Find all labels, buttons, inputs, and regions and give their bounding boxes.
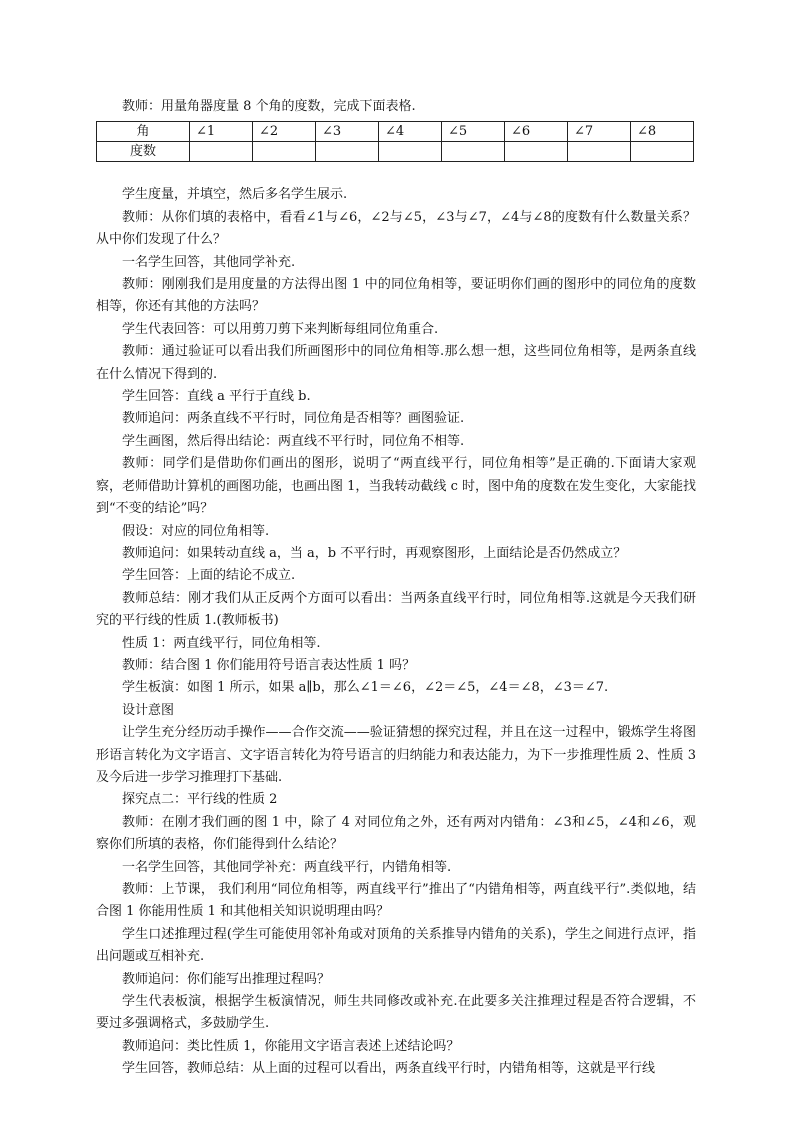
- degree-cell-8: [631, 142, 694, 162]
- degree-cell-6: [505, 142, 568, 162]
- angle-measure-table: [96, 121, 694, 162]
- section-heading-design-intent: 设计意图: [122, 702, 175, 718]
- paragraph: 教师：从你们填的表格中，看看∠1与∠6，∠2与∠5，∠3与∠7，∠4与∠8的度数有什么数量关系？从中你们发现了什么？: [96, 209, 696, 248]
- paragraph: 学生回答，教师总结：从上面的过程可以看出，两条直线平行时，内错角相等，这就是平行线: [122, 1061, 656, 1077]
- degree-cell-7: [568, 142, 631, 162]
- angle-2-label: ∠2: [253, 122, 316, 142]
- document-page: [96, 96, 696, 1081]
- paragraph: 假设：对应的同位角相等.: [122, 523, 270, 539]
- angle-5-label: ∠5: [442, 122, 505, 142]
- paragraph: 教师：同学们是借助你们画出的图形，说明了“两直线平行，同位角相等”是正确的.下面请大家观察，老师借助计算机的画图功能，也画出图 1，当我转动截线 c 时，图中角的度数在发生变化，大家能找到“不变的结论”吗？: [96, 456, 696, 517]
- paragraph: 学生代表回答：可以用剪刀剪下来判断每组同位角重合.: [122, 321, 439, 337]
- angle-3-label: ∠3: [316, 122, 379, 142]
- paragraph: 学生度量，并填空，然后多名学生展示.: [122, 187, 348, 203]
- paragraph: 教师：结合图 1 你们能用符号语言表达性质 1 吗？: [122, 657, 416, 673]
- table-row-degrees: [97, 142, 694, 162]
- angle-6-label: ∠6: [505, 122, 568, 142]
- paragraph: 一名学生回答，其他同学补充.: [122, 254, 296, 270]
- angle-7-label: ∠7: [568, 122, 631, 142]
- paragraph: 教师：通过验证可以看出我们所画图形中的同位角相等.那么想一想，这些同位角相等，是两条直线在什么情况下得到的.: [96, 344, 696, 382]
- section-heading-explore-2: 探究点二：平行线的性质 2: [122, 792, 278, 808]
- paragraph: 教师：在刚才我们画的图 1 中，除了 4 对同位角之外，还有两对内错角：∠3和∠5，∠4和∠6，观察你们所填的表格，你们能得到什么结论？: [96, 814, 696, 853]
- paragraph: 学生画图，然后得出结论：两直线不平行时，同位角不相等.: [122, 433, 465, 449]
- paragraph: 教师追问：如果转动直线 a，当 a，b 不平行时，再观察图形，上面结论是否仍然成立？: [122, 545, 627, 561]
- degree-cell-3: [316, 142, 379, 162]
- degree-cell-5: [442, 142, 505, 162]
- paragraph: 学生回答：直线 a 平行于直线 b.: [122, 389, 311, 405]
- intro-paragraph: 教师：用量角器度量 8 个角的度数，完成下面表格.: [122, 99, 416, 114]
- paragraph: 教师：刚刚我们是用度量的方法得出图 1 中的同位角相等，要证明你们画的图形中的同位角的度数相等，你还有其他的方法吗？: [96, 277, 696, 315]
- paragraph: 一名学生回答，其他同学补充：两直线平行，内错角相等.: [122, 859, 452, 875]
- degree-cell-2: [253, 142, 316, 162]
- degree-cell-4: [379, 142, 442, 162]
- paragraph: 教师追问：两条直线不平行时，同位角是否相等？画图验证.: [122, 411, 465, 427]
- table-header-degree: 度数: [97, 142, 190, 162]
- angle-8-label: ∠8: [631, 122, 694, 142]
- paragraph: 学生口述推理过程(学生可能使用邻补角或对顶角的关系推导内错角的关系)，学生之间进行点评，指出问题或互相补充.: [96, 926, 696, 965]
- paragraph: 教师：上节课， 我们利用“同位角相等，两直线平行”推出了“内错角相等，两直线平行”.类似地，结合图 1 你能用性质 1 和其他相关知识说明理由吗？: [96, 882, 696, 920]
- paragraph: 让学生充分经历动手操作——合作交流——验证猜想的探究过程，并且在这一过程中，锻炼学生将图形语言转化为文字语言、文字语言转化为符号语言的归纳能力和表达能力，为下一步推理性质 2、性质 3 及今后进一步学习推理打下基础.: [96, 725, 696, 785]
- table-row-angles: [97, 122, 694, 142]
- paragraph: 学生代表板演，根据学生板演情况，师生共同修改或补充.在此要多关注推理过程是否符合逻辑，不要过多强调格式，多鼓励学生.: [96, 994, 696, 1032]
- degree-cell-1: [190, 142, 253, 162]
- angle-4-label: ∠4: [379, 122, 442, 142]
- paragraph: 教师追问：类比性质 1，你能用文字语言表述上述结论吗？: [122, 1038, 460, 1054]
- paragraph: 教师追问：你们能写出推理过程吗？: [122, 971, 331, 987]
- table-header-angle: 角: [97, 122, 190, 142]
- paragraph: 教师总结：刚才我们从正反两个方面可以看出：当两条直线平行时，同位角相等.这就是今天我们研究的平行线的性质 1.(教师板书): [96, 590, 696, 629]
- paragraph: 学生板演：如图 1 所示，如果 a∥b，那么∠1＝∠6，∠2＝∠5，∠4＝∠8，∠3＝∠7.: [122, 680, 609, 696]
- paragraph: 学生回答：上面的结论不成立.: [122, 568, 296, 584]
- angle-1-label: ∠1: [190, 122, 253, 142]
- property-1-statement: 性质 1：两直线平行，同位角相等.: [122, 635, 321, 651]
